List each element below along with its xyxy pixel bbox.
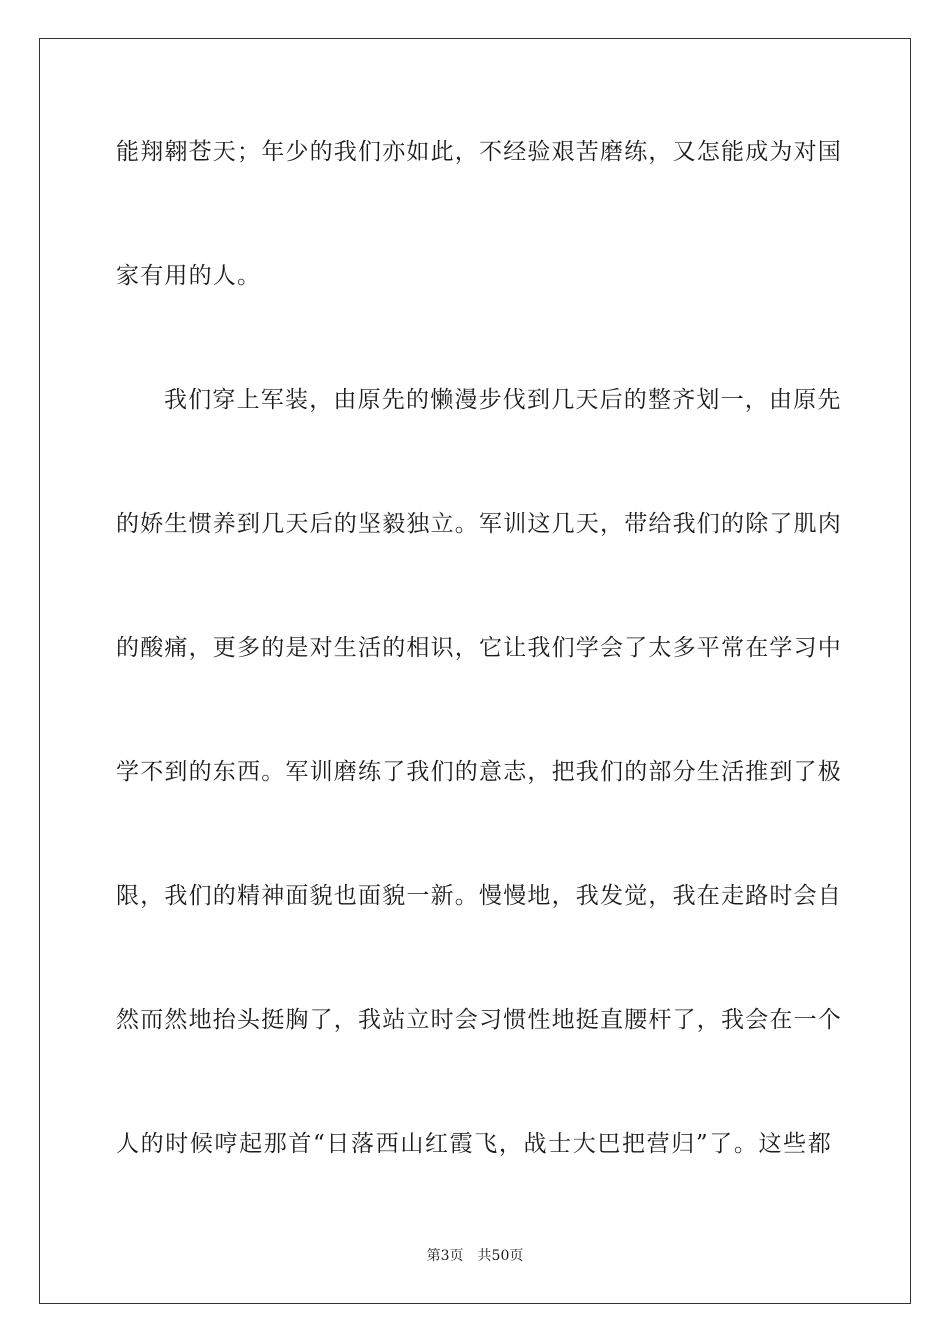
page-footer xyxy=(0,1245,950,1265)
text-line: 人的时候哼起那首“日落西山红霞飞，战士大巴把营归”了。这些都 xyxy=(116,1131,832,1157)
text-line: 家有用的人。 xyxy=(116,263,262,289)
text-line: 学不到的东西。军训磨练了我们的意志，把我们的部分生活推到了极 xyxy=(116,759,842,785)
page-total: 共50页 xyxy=(477,1248,524,1264)
page-number: 第3页 xyxy=(426,1248,464,1264)
text-line: 的酸痛，更多的是对生活的相识，它让我们学会了太多平常在学习中 xyxy=(116,635,842,661)
text-line: 然而然地抬头挺胸了，我站立时会习惯性地挺直腰杆了，我会在一个 xyxy=(116,1007,842,1033)
text-line: 限，我们的精神面貌也面貌一新。慢慢地，我发觉，我在走路时会自 xyxy=(116,883,842,909)
text-line: 的娇生惯养到几天后的坚毅独立。军训这几天，带给我们的除了肌肉 xyxy=(116,511,842,537)
document-body xyxy=(116,128,842,1244)
paragraph-start-line: 我们穿上军装，由原先的懒漫步伐到几天后的整齐划一，由原先 xyxy=(164,387,842,413)
text-line: 能翔翱苍天；年少的我们亦如此，不经验艰苦磨练，又怎能成为对国 xyxy=(116,139,842,165)
